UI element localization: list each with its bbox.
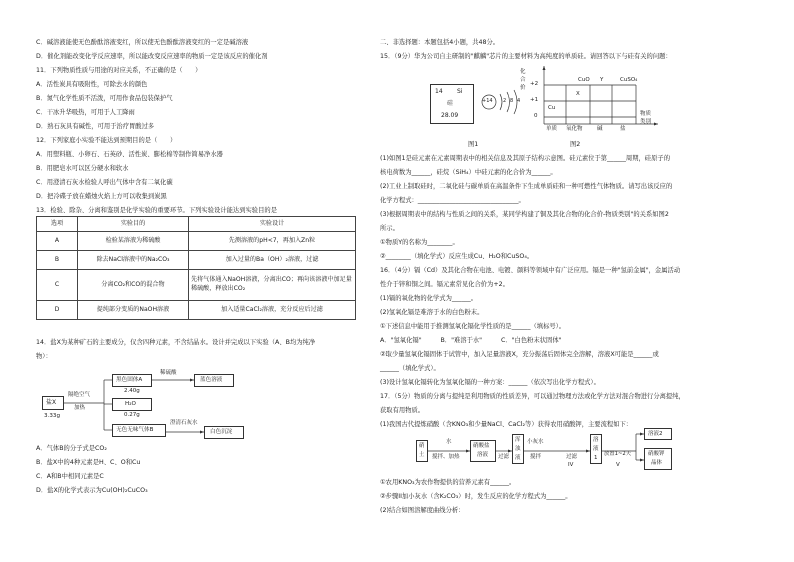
element-symbol: Si — [457, 88, 463, 95]
q11-option-c: C．干冰升华吸热，可用于人工降雨 — [36, 109, 135, 116]
question-14-cont: 物）： — [36, 353, 52, 360]
flow-arrows — [0, 0, 260, 450]
stir-label: 搅拌 — [530, 454, 542, 460]
lime-water-label: 小灰水 — [527, 439, 544, 445]
limewater-label: 澄清石灰水 — [170, 420, 198, 426]
cell-cuso4: CuSO₄ — [620, 77, 638, 83]
q15-part3-line2: 所示。 — [380, 225, 399, 232]
filter-label-2: 过滤 — [566, 454, 578, 460]
nitrate-solution-1: 硝酸盐 — [473, 443, 490, 449]
q11-option-a: A．活性炭具有吸附性，可除去水的颜色 — [36, 81, 148, 88]
solution-1-b: 液 — [593, 446, 599, 452]
black-solid-a-label: 黑色固体A — [116, 377, 143, 383]
y-axis-label-1: 化 — [520, 69, 526, 75]
table-cell: 先测溶液的pH<7，再加入Zn粒 — [189, 232, 356, 251]
cell-y: Y — [600, 77, 604, 83]
y-axis-label-3: 价 — [520, 85, 526, 91]
stand-days-label: 放置1~2天 — [604, 451, 632, 457]
section-2-heading: 二、非选择题：本题包括4小题，共48分。 — [380, 39, 500, 46]
figure-2-caption: 图2 — [570, 141, 581, 148]
shell-2: 8 — [510, 98, 514, 104]
blue-solution-label: 蓝色溶液 — [200, 377, 223, 383]
option-d-line: D．催化剂能改变化学反应速率，所以能改变反应速率的物质一定是该反应的催化剂 — [36, 53, 268, 60]
solution-1-c: 1 — [594, 455, 598, 461]
water-label: H₂O — [125, 401, 136, 407]
q16-part2-options: A．"氢氧化镉" B．"难溶于水" C．"白色粉末状固体" — [380, 337, 562, 344]
q17-part1-sub1: ①农用KNO₃为农作物提供的营养元素有______。 — [380, 479, 516, 486]
y-tick-plus2: +2 — [530, 81, 539, 87]
q17-part2: (2)结合如图溶解度曲线分析： — [380, 507, 465, 514]
q12-option-b: B．用肥皂水可以区分硬水和软水 — [36, 165, 129, 172]
filter-label-1: 过滤 — [498, 454, 510, 460]
silicon-element-tile — [430, 84, 474, 124]
table-cell: 提纯部分变质的NaOH溶液 — [78, 301, 189, 320]
q12-option-a: A．用塑料瓶、小卵石、石英砂、活性炭、膨松棉等制作简易净水器 — [36, 151, 223, 158]
x-cat-oxide: 氧化物 — [566, 126, 583, 132]
y-tick-plus1: +1 — [530, 97, 539, 103]
kno3-label: 硝酸钾 — [648, 451, 665, 457]
turbid-1: 浑 — [515, 437, 521, 443]
cell-cuo: CuO — [578, 77, 590, 83]
q14-option-b: B．盐X中的4种元素是H、C、O和Cu — [36, 459, 141, 466]
table-cell: 检验某溶液为稀硫酸 — [78, 232, 189, 251]
cell-cu: Cu — [548, 105, 556, 111]
mass-water: 0.27g — [124, 412, 140, 418]
q15-part2-line2: 化学方程式：________________________________。 — [380, 197, 525, 204]
question-16-cont: 性介于锌和铜之间。镉元素常见化合价为+2。 — [380, 281, 509, 288]
option-c-line: C．碱溶液能使无色酚酞溶液变红，所以使无色酚酞溶液变红的一定是碱溶液 — [36, 39, 249, 46]
q15-part3-line1: (3)根据周期表中的结构与性质之间的关系，某同学构建了铜及其化合物的化合价-物质类别"的关系如图2 — [380, 211, 669, 218]
q14-option-c: C．A和B中相同元素是C — [36, 473, 104, 480]
x-cat-element: 单质 — [546, 126, 558, 132]
table-cell: A — [37, 232, 78, 251]
crystal-label: 晶体 — [651, 460, 663, 466]
x-cat-base: 碱 — [597, 126, 603, 132]
table-cell: 分离CO₂和CO的混合物 — [78, 270, 189, 301]
white-precipitate-label: 白色沉淀 — [210, 429, 233, 435]
step-v: V — [616, 462, 620, 468]
table-cell: 加入适量CaCl₂溶液，充分反应后过滤 — [189, 301, 356, 320]
question-11: 11．下列物质性质与用途的对应关系，不正确的是（ ） — [36, 67, 202, 74]
table-cell: D — [37, 301, 78, 320]
q16-part2-sub2-cont: ______（填化学式）。 — [380, 365, 440, 372]
q15-part2-line1: (2)工业上制取硅时，二氧化硅与碳单质在高温条件下生成单质硅和一种可燃性气体物质。请写出该反应的 — [380, 183, 673, 190]
q14-option-d: D．盐X的化学式表示为Cu(OH)₂CuCO₃ — [36, 487, 148, 494]
q12-option-d: D．把冷碟子放在蜡烛火焰上方可以收集到炭黑 — [36, 193, 167, 200]
nucleus-charge: +14 — [482, 98, 493, 104]
atomic-mass: 28.09 — [441, 112, 459, 119]
question-12: 12．下列家庭小实验不能达到预期目的是（ ） — [36, 137, 177, 144]
table-cell: 除去NaCl溶液中的Na₂CO₃ — [78, 251, 189, 270]
q16-part2-sub2: ②取少量氢氧化镉固体于试管中，加入足量溶液X，充分振荡后固体完全溶解，溶液X可能是______或 — [380, 351, 659, 358]
x-axis-label-1: 物质 — [640, 111, 652, 117]
figure-1-caption: 图1 — [468, 141, 479, 148]
water-label: 水 — [446, 439, 452, 445]
q16-part2-sub1: ①下述信息中能用于推测氢氧化镉化学性质的是______（填标号）。 — [380, 323, 566, 330]
q11-option-b: B．氮气化学性质不活泼，可用作食品包装保护气 — [36, 95, 173, 102]
salt-x-label: 盐X — [46, 399, 57, 406]
nitre-soil-1: 硝 — [419, 443, 425, 449]
flow2-arrows — [400, 420, 680, 480]
stir-heat-label: 搅拌、加热 — [432, 454, 460, 460]
condition-heat: 加热 — [74, 405, 86, 411]
x-axis-label-2: 类别 — [640, 119, 652, 125]
solution-2-label: 溶液2 — [648, 431, 663, 437]
x-cat-salt: 盐 — [620, 126, 626, 132]
q16-part1: (1)镉的氧化物的化学式为______。 — [380, 295, 478, 302]
q17-part1-sub2: ②步骤II加小灰水（含K₂CO₃）时，发生反应的化学方程式为______。 — [380, 493, 572, 500]
condition-no-air: 隔绝空气 — [68, 392, 91, 398]
q15-part3-sub2: ②________（填化学式）反应生成Cu、H₂O和CuSO₄。 — [380, 253, 534, 260]
nitre-soil-2: 土 — [419, 452, 425, 458]
gas-b-label: 无色无味气体B — [116, 427, 154, 433]
table-cell: 先将气体通入NaOH溶液，分离出CO；再向该溶液中加足量稀硫酸，释放出CO₂ — [189, 270, 356, 301]
q16-part3: (3)设计氢氧化镉转化为氢氧化镉的一种方案：______（依次写出化学方程式）。 — [380, 379, 600, 386]
q16-part2: (2)氢氧化镉是难溶于水的白色粉末。 — [380, 309, 484, 316]
question-14: 14．盐X为某种矿石的主要成分，仅含四种元素，不含结晶水。设计并完成以下实验（A、B均为纯净 — [36, 339, 316, 346]
y-tick-zero: 0 — [534, 113, 538, 119]
q15-part1-line1: (1)如图1是硅元素在元素周期表中的相关信息及其原子结构示意图。硅元素位于第______周期，硅原子的 — [380, 155, 670, 162]
question-16: 16．（4分）镉（Cd）及其化合物在电池、电镀、颜料等领域中有广泛应用。镉是一种"氢前金属"，金属活动 — [380, 267, 681, 274]
table-header: 选项 — [37, 217, 78, 232]
salt-x-mass: 3.33g — [44, 413, 61, 419]
dilute-sulfuric-label: 稀硫酸 — [160, 370, 177, 376]
mass-a: 2.40g — [124, 388, 140, 394]
q17-part1: (1)我国古代提炼硝酸（含KNO₃和少量NaCl、CaCl₂等）获得农用硝酸钾，主要流程如下： — [380, 421, 633, 428]
solution-1-a: 溶 — [593, 437, 599, 443]
table-cell: B — [37, 251, 78, 270]
step-iv: IV — [568, 462, 574, 468]
question-17: 17．（5分）物质的分离与提纯是利用物质的性质差异，可以通过物理方法或化学方法对混合物进行分离提纯， — [380, 393, 685, 400]
cell-x: X — [576, 91, 580, 97]
q11-option-d: D．熟石灰具有碱性，可用于治疗胃酸过多 — [36, 123, 155, 130]
q12-option-c: C．用澄清石灰水检验人呼出气体中含有二氧化碳 — [36, 179, 173, 186]
q15-part3-sub1: ①物质Y的名称为________。 — [380, 239, 459, 246]
question-15: 15．（9分）华为公司自主研制的"麒麟"芯片的主要材料为高纯度的单质硅。请回答以下与硅有关的问题： — [380, 53, 672, 60]
q15-part1-line2: 核电荷数为______，硅烷（SiH₄）中硅元素的化合价为______。 — [380, 169, 557, 176]
shell-1: 2 — [503, 98, 507, 104]
table-header: 实验设计 — [189, 217, 356, 232]
question-17-cont: 获取有用物质。 — [380, 407, 425, 414]
question-13: 13．检验、除杂、分离和鉴别是化学实验的重要环节。下列实验设计能达到实验目的是 — [36, 207, 277, 214]
turbid-3: 液 — [515, 455, 521, 461]
shell-3: 4 — [517, 98, 521, 104]
turbid-2: 浊 — [515, 446, 521, 452]
atomic-number: 14 — [435, 88, 443, 95]
q14-option-a: A．气体B的分子式是CO₂ — [36, 445, 107, 452]
element-name: 硅 — [447, 100, 454, 107]
table-cell: 加入过量的Ba（OH）₂溶液，过滤 — [189, 251, 356, 270]
table-cell: C — [37, 270, 78, 301]
nitrate-solution-2: 溶液 — [477, 452, 489, 458]
table-header: 实验目的 — [78, 217, 189, 232]
y-axis-label-2: 合 — [520, 77, 526, 83]
